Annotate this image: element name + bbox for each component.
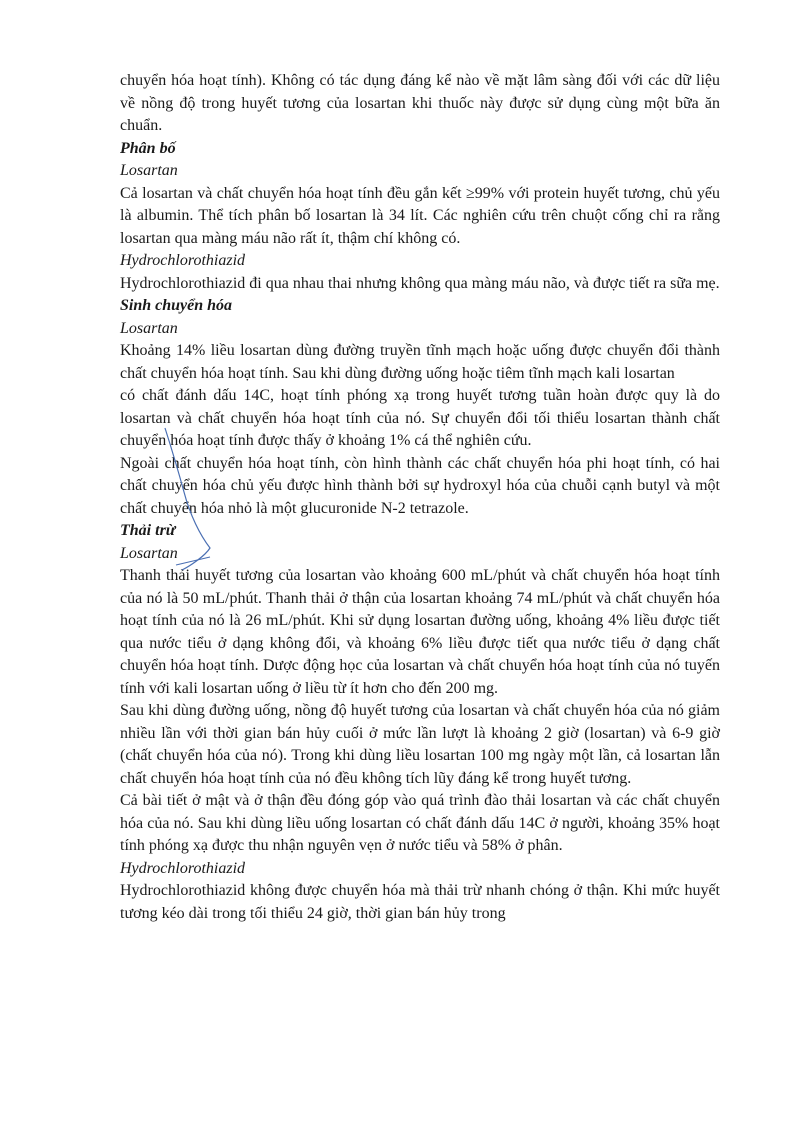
heading-thai-tru: Thải trừ	[120, 522, 176, 539]
subheading-hctz-distribution: Hydrochlorothiazid	[120, 252, 246, 269]
paragraph-metabolism-3: Ngoài chất chuyển hóa hoạt tính, còn hình thành các chất chuyển hóa phi hoạt tính, có hai chất chuyển hóa chủ yếu được hình thành bởi sự hydroxyl hóa của chuỗi cạnh butyl và một chất chuyển hóa nhỏ là một glucuronide N-2 tetrazole.	[120, 454, 720, 517]
paragraph-hctz-elimination: Hydrochlorothiazid không được chuyển hóa mà thải trừ nhanh chóng ở thận. Khi mức huyết tương kéo dài trong tối thiểu 24 giờ, thời gian bán hủy trong	[120, 882, 720, 922]
paragraph-intro: chuyển hóa hoạt tính). Không có tác dụng đáng kể nào về mặt lâm sàng đối với các dữ liệu về nồng độ trong huyết tương của losartan khi thuốc này được sử dụng cùng một bữa ăn chuẩn.	[120, 72, 720, 134]
subheading-losartan-elimination: Losartan	[120, 544, 178, 562]
document-page	[120, 70, 720, 925]
paragraph-elimination-3: Cả bài tiết ở mật và ở thận đều đóng góp vào quá trình đào thải losartan và các chất chuyển hóa của nó. Sau khi dùng liều uống losartan có chất đánh dấu 14C ở người, khoảng 35% hoạt tính phóng xạ được thu nhận nguyên vẹn ở nước tiểu và 58% ở phân.	[120, 792, 720, 854]
paragraph-elimination-1: Thanh thải huyết tương của losartan vào khoảng 600 mL/phút và chất chuyển hóa hoạt tính của nó là 50 mL/phút. Thanh thải ở thận của losartan khoảng 74 mL/phút và chất chuyển hóa hoạt tính của nó là 26 mL/phút. Khi sử dụng losartan đường uống, khoảng 4% liều được tiết qua nước tiểu ở dạng không đổi, và khoảng 6% liều được tiết qua nước tiểu ở dạng chất chuyển hóa hoạt tính. Dược động học của losartan và chất chuyển hóa hoạt tính của nó tuyến tính với kali losartan uống ở liều từ ít hơn cho đến 200 mg.	[120, 567, 720, 697]
subheading-hctz-elimination: Hydrochlorothiazid	[120, 859, 246, 877]
paragraph-hctz-distribution: Hydrochlorothiazid đi qua nhau thai nhưng không qua màng máu não, và được tiết ra sữa mẹ.	[120, 274, 720, 292]
paragraph-metabolism-1: Khoảng 14% liều losartan dùng đường truyền tĩnh mạch hoặc uống được chuyển đổi thành chất chuyển hóa hoạt tính. Sau khi dùng đường uống hoặc tiêm tĩnh mạch kali losartan	[120, 342, 720, 382]
paragraph-elimination-2: Sau khi dùng đường uống, nồng độ huyết tương của losartan và chất chuyển hóa của nó giảm nhiều lần với thời gian bán hủy cuối ở mức lần lượt là khoảng 2 giờ (losartan) và 6-9 giờ (chất chuyển hóa của nó). Trong khi dùng liều losartan 100 mg ngày một lần, cả losartan lẫn chất chuyển hóa hoạt tính của nó đều không tích lũy đáng kể trong huyết tương.	[120, 702, 720, 787]
paragraph-metabolism-2: có chất đánh dấu 14C, hoạt tính phóng xạ trong huyết tương tuần hoàn được quy là do losartan và chất chuyển hóa hoạt tính của nó. Sự chuyển đổi tối thiểu losartan thành chất chuyển hóa hoạt tính được thấy ở khoảng 1% cá thể nghiên cứu.	[120, 387, 720, 449]
subheading-losartan-metabolism: Losartan	[120, 319, 178, 337]
paragraph-losartan-distribution: Cả losartan và chất chuyển hóa hoạt tính đều gắn kết ≥99% với protein huyết tương, chủ yếu là albumin. Thể tích phân bố losartan là 34 lít. Các nghiên cứu trên chuột cống chỉ ra rằng losartan qua màng máu não rất ít, thậm chí không có.	[120, 184, 720, 247]
heading-phan-bo: Phân bố	[120, 139, 176, 157]
subheading-losartan-distribution: Losartan	[120, 162, 178, 179]
heading-sinh-chuyen-hoa: Sinh chuyển hóa	[120, 297, 233, 314]
